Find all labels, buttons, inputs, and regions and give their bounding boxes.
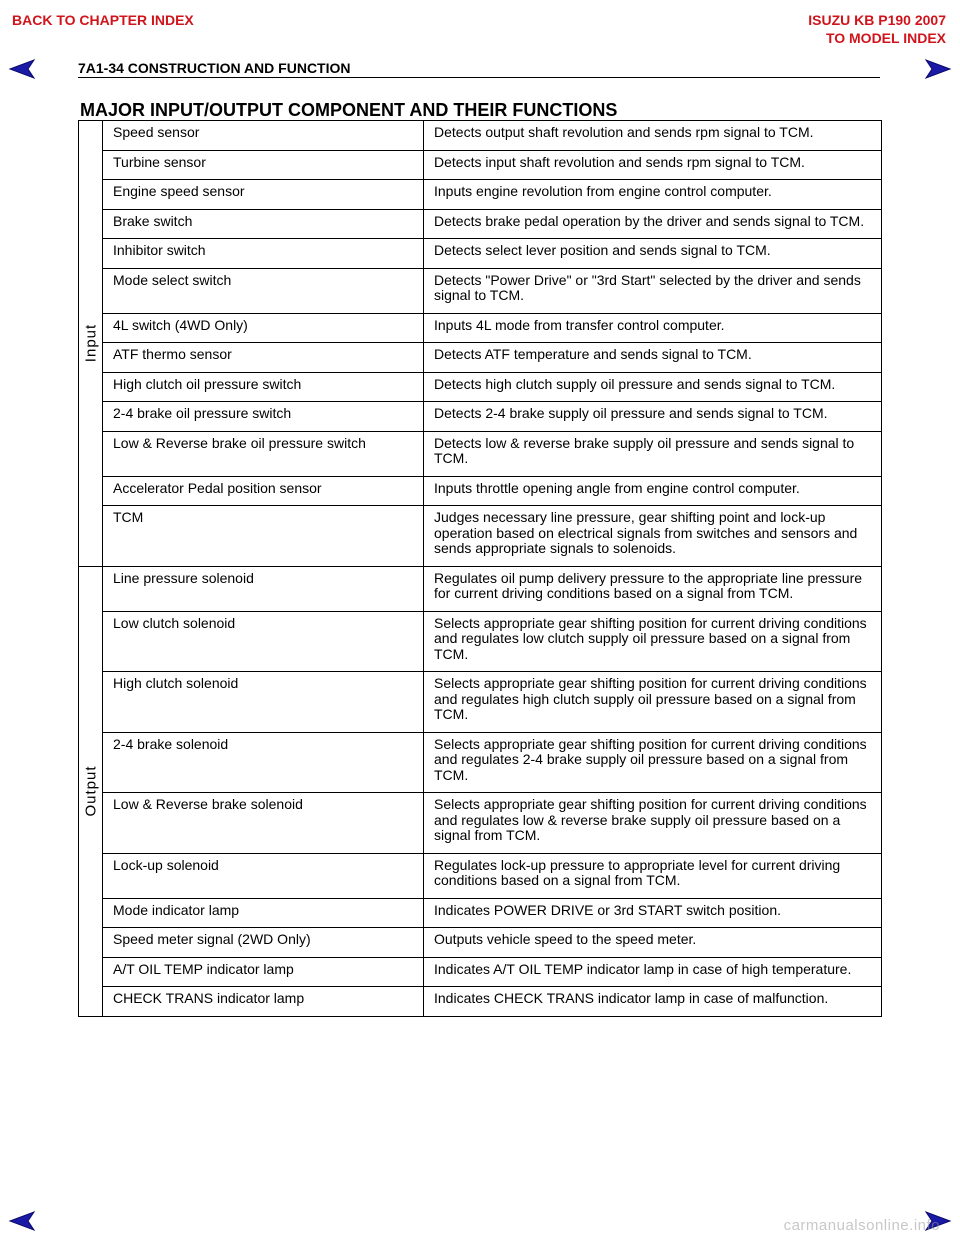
- component-function-cell: Detects brake pedal operation by the driver and sends signal to TCM.: [424, 209, 882, 239]
- table-row: [79, 150, 882, 180]
- component-function-cell: Regulates oil pump delivery pressure to the appropriate line pressure for current driving conditions based on a signal from TCM.: [424, 566, 882, 611]
- component-name-cell: High clutch solenoid: [103, 672, 424, 733]
- component-function-cell: Inputs engine revolution from engine control computer.: [424, 180, 882, 210]
- component-function-cell: Indicates POWER DRIVE or 3rd START switch position.: [424, 898, 882, 928]
- component-name-cell: Mode select switch: [103, 268, 424, 313]
- component-name-cell: Speed meter signal (2WD Only): [103, 928, 424, 958]
- table-row: [79, 732, 882, 793]
- component-name-cell: Turbine sensor: [103, 150, 424, 180]
- output-group-cell: [79, 566, 103, 1016]
- component-name-cell: Inhibitor switch: [103, 239, 424, 269]
- table-row: [79, 957, 882, 987]
- component-name-cell: 2-4 brake solenoid: [103, 732, 424, 793]
- component-function-cell: Regulates lock-up pressure to appropriate level for current driving conditions based on a signal from TCM.: [424, 853, 882, 898]
- table-row: [79, 343, 882, 373]
- component-function-cell: Detects "Power Drive" or "3rd Start" selected by the driver and sends signal to TCM.: [424, 268, 882, 313]
- header-divider: [78, 77, 880, 78]
- component-function-cell: Detects select lever position and sends signal to TCM.: [424, 239, 882, 269]
- component-name-cell: High clutch oil pressure switch: [103, 372, 424, 402]
- table-row: [79, 611, 882, 672]
- table-row: [79, 402, 882, 432]
- back-to-chapter-index-link[interactable]: BACK TO CHAPTER INDEX: [12, 12, 194, 28]
- table-row: [79, 506, 882, 567]
- section-header: 7A1-34 CONSTRUCTION AND FUNCTION: [78, 60, 351, 76]
- prev-page-arrow-icon-bottom[interactable]: [8, 1210, 38, 1232]
- watermark: carmanualsonline.info: [783, 1217, 940, 1234]
- component-function-cell: Outputs vehicle speed to the speed meter.: [424, 928, 882, 958]
- component-function-cell: Detects 2-4 brake supply oil pressure and sends signal to TCM.: [424, 402, 882, 432]
- input-group-cell: [79, 121, 103, 567]
- component-name-cell: Mode indicator lamp: [103, 898, 424, 928]
- table-row: [79, 476, 882, 506]
- component-function-cell: Detects output shaft revolution and sends rpm signal to TCM.: [424, 121, 882, 151]
- component-name-cell: Lock-up solenoid: [103, 853, 424, 898]
- component-function-cell: Detects low & reverse brake supply oil pressure and sends signal to TCM.: [424, 431, 882, 476]
- table-row: [79, 898, 882, 928]
- input-group-label: Input: [81, 324, 99, 363]
- component-name-cell: Engine speed sensor: [103, 180, 424, 210]
- table-row: [79, 313, 882, 343]
- next-page-arrow-icon[interactable]: [922, 58, 952, 80]
- component-function-cell: Indicates CHECK TRANS indicator lamp in case of malfunction.: [424, 987, 882, 1017]
- component-function-cell: Indicates A/T OIL TEMP indicator lamp in case of high temperature.: [424, 957, 882, 987]
- model-title-link[interactable]: ISUZU KB P190 2007: [808, 12, 946, 28]
- table-row: [79, 372, 882, 402]
- component-function-cell: Judges necessary line pressure, gear shifting point and lock-up operation based on electrical signals from switches and sensors and sends appropriate signals to solenoids.: [424, 506, 882, 567]
- component-name-cell: Speed sensor: [103, 121, 424, 151]
- component-name-cell: Low & Reverse brake solenoid: [103, 793, 424, 854]
- table-row: [79, 853, 882, 898]
- component-name-cell: Brake switch: [103, 209, 424, 239]
- component-name-cell: Line pressure solenoid: [103, 566, 424, 611]
- component-name-cell: 2-4 brake oil pressure switch: [103, 402, 424, 432]
- component-name-cell: A/T OIL TEMP indicator lamp: [103, 957, 424, 987]
- component-name-cell: CHECK TRANS indicator lamp: [103, 987, 424, 1017]
- table-row: [79, 121, 882, 151]
- component-name-cell: Accelerator Pedal position sensor: [103, 476, 424, 506]
- table-row: [79, 239, 882, 269]
- table-row: [79, 268, 882, 313]
- table-row: [79, 209, 882, 239]
- table-row: [79, 672, 882, 733]
- component-function-cell: Detects ATF temperature and sends signal to TCM.: [424, 343, 882, 373]
- components-table: [78, 120, 882, 1017]
- component-function-cell: Detects input shaft revolution and sends rpm signal to TCM.: [424, 150, 882, 180]
- page-title: MAJOR INPUT/OUTPUT COMPONENT AND THEIR FUNCTIONS: [80, 100, 618, 120]
- table-row: [79, 566, 882, 611]
- table-row: [79, 987, 882, 1017]
- prev-page-arrow-icon[interactable]: [8, 58, 38, 80]
- component-function-cell: Inputs 4L mode from transfer control computer.: [424, 313, 882, 343]
- table-row: [79, 180, 882, 210]
- table-row: [79, 431, 882, 476]
- to-model-index-link[interactable]: TO MODEL INDEX: [825, 30, 946, 46]
- component-name-cell: TCM: [103, 506, 424, 567]
- output-group-label: Output: [81, 765, 99, 817]
- component-function-cell: Selects appropriate gear shifting position for current driving conditions and regulates low clutch supply oil pressure based on a signal from TCM.: [424, 611, 882, 672]
- table-row: [79, 793, 882, 854]
- component-name-cell: ATF thermo sensor: [103, 343, 424, 373]
- table-row: [79, 928, 882, 958]
- component-name-cell: Low clutch solenoid: [103, 611, 424, 672]
- component-function-cell: Detects high clutch supply oil pressure and sends signal to TCM.: [424, 372, 882, 402]
- component-name-cell: 4L switch (4WD Only): [103, 313, 424, 343]
- component-function-cell: Selects appropriate gear shifting position for current driving conditions and regulates 2-4 brake supply oil pressure based on a signal from TCM.: [424, 732, 882, 793]
- component-name-cell: Low & Reverse brake oil pressure switch: [103, 431, 424, 476]
- component-function-cell: Selects appropriate gear shifting position for current driving conditions and regulates high clutch supply oil pressure based on a signal from TCM.: [424, 672, 882, 733]
- component-function-cell: Selects appropriate gear shifting position for current driving conditions and regulates low & reverse brake supply oil pressure based on a signal from TCM.: [424, 793, 882, 854]
- component-function-cell: Inputs throttle opening angle from engine control computer.: [424, 476, 882, 506]
